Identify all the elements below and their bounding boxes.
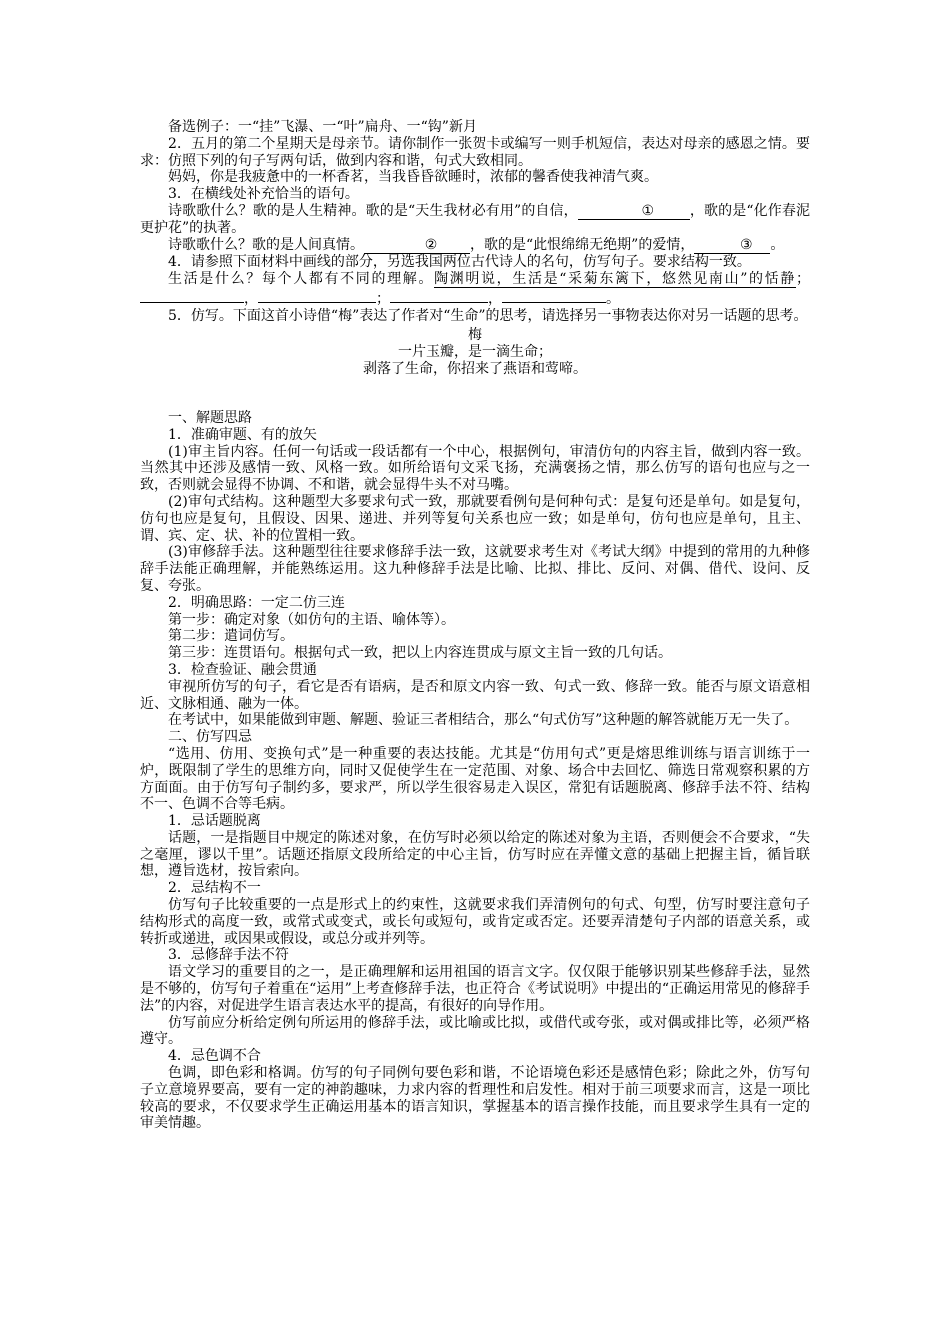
q2-prompt: 2．五月的第二个星期天是母亲节。请你制作一张贺卡或编写一则手机短信，表达对母亲的感恩之情。要求：仿照下列的句子写两句话，做到内容和谐，句式大致相同。 xyxy=(140,135,810,169)
q3-line2 xyxy=(140,237,810,254)
body-paragraph: 语文学习的重要目的之一，是正确理解和运用祖国的语言文字。仅仅限于能够识别某些修辞手法，显然是不够的，仿写句子着重在“运用”上考查修辞手法，也正符合《考试说明》中提出的“正确运用常见的修辞手法”的内容，对促进学生语言表达水平的提高，有很好的向导作用。 xyxy=(140,964,810,1014)
q3-line2-b: ，歌的是“此恨绵绵无绝期”的爱情， xyxy=(470,236,695,253)
body-paragraph: (1)审主旨内容。任何一句话或一段话都有一个中心，根据例句，审清仿句的内容主旨，做到内容一致。当然其中还涉及感情一致、风格一致。如所给语句文采飞扬，充满褒扬之情，那么仿写的语句也应与之一致，否则就会显得不协调、不和谐，就会显得牛头不对马嘴。 xyxy=(140,443,810,494)
q4-end: 。 xyxy=(606,291,620,308)
q3-blank-3[interactable]: ③ xyxy=(694,238,770,254)
q3-line2-a: 诗歌歌什么？歌的是人间真情。 xyxy=(168,236,364,253)
body-paragraph: 1．准确审题、有的放矢 xyxy=(168,426,317,443)
body-paragraph: “选用、仿用、变换句式”是一种重要的表达技能。尤其是“仿用句式”更是熔思维训练与语言训练于一炉，既限制了学生的思维方向，同时又促使学生在一定范围、对象、场合中去回忆、筛选日常观察积累的方方面面。由于仿写句子制约多，要求严，所以学生很容易走入误区，常犯有话题脱离、修辞手法不符、结构不一、色调不合等毛病。 xyxy=(140,745,810,813)
q4-semi: ； xyxy=(376,291,390,308)
body-paragraph: 第二步：遣词仿写。 xyxy=(168,628,294,645)
q4-blank-2[interactable] xyxy=(258,287,376,303)
q4-sep-1: ， xyxy=(244,291,258,308)
q4-material xyxy=(140,271,810,309)
body-paragraph: 二、仿写四忌 xyxy=(168,729,252,746)
body-paragraph: 一、解题思路 xyxy=(168,409,252,426)
q4-blank-1[interactable] xyxy=(140,287,244,303)
body-paragraph: 色调，即色彩和格调。仿写的句子同例句要色彩和谐，不论语境色彩还是感情色彩；除此之外，仿写句子立意境界要高，要有一定的神韵趣味，力求内容的哲理性和启发性。相对于前三项要求而言，这是一项比较高的要求，不仅要求学生正确运用基本的语言知识，掌握基本的语言操作技能，而且要求学生具有一定的审美情趣。 xyxy=(140,1065,810,1132)
q1-example: 备选例子：一“挂”飞瀑、一“叶”扁舟、一“钩”新月 xyxy=(168,119,477,135)
body-paragraph: 仿写前应分析给定例句所运用的修辞手法，或比喻或比拟，或借代或夸张，或对偶或排比等，必须严格遵守。 xyxy=(140,1014,810,1048)
q3-line1 xyxy=(140,203,810,237)
body-paragraph: 审视所仿写的句子，看它是否有语病，是否和原文内容一致、句式一致、修辞一致。能否与原文语意相近、文脉相通、融为一体。 xyxy=(140,678,810,712)
body-paragraph: 2．明确思路：一定二仿三连 xyxy=(168,594,345,611)
q3-blank-1[interactable]: ① xyxy=(578,204,690,220)
body-paragraph: 3．检查验证、融会贯通 xyxy=(168,661,317,678)
solution-body xyxy=(140,410,810,1132)
poem-line-2: 剥落了生命，你招来了燕语和莺啼。 xyxy=(363,360,587,377)
body-paragraph: 4．忌色调不合 xyxy=(168,1048,261,1065)
q2-example: 妈妈，你是我疲惫中的一杯香茗，当我昏昏欲睡时，浓郁的馨香使我神清气爽。 xyxy=(168,169,658,186)
poem-title: 梅 xyxy=(468,326,482,343)
body-paragraph: 第三步：连贯语句。根据句式一致，把以上内容连贯成与原文主旨一致的几句话。 xyxy=(168,645,672,662)
q4-material-underlined: 陶渊明说，生活是“采菊东篱下，悠然见南山”的恬静 xyxy=(434,270,796,287)
q4-sep-2: ， xyxy=(488,291,502,308)
document-page xyxy=(140,119,810,1132)
body-paragraph: 2．忌结构不一 xyxy=(168,880,261,897)
body-paragraph: 仿写句子比较重要的一点是形式上的约束性，这就要求我们弄清例句的句式、句型，仿写时要注意句子结构形式的高度一致，或常式或变式，或长句或短句，或肯定或否定。还要弄清楚句子内部的语意关系，或转折或递进，或因果或假设，或总分或并列等。 xyxy=(140,897,810,947)
q4-material-a: 生活是什么？每个人都有不同的理解。 xyxy=(168,270,435,287)
body-paragraph: 1．忌话题脱离 xyxy=(168,813,261,830)
q4-material-b: ； xyxy=(796,270,810,287)
q3-line1-a: 诗歌歌什么？歌的是人生精神。歌的是“天生我材必有用”的自信， xyxy=(168,202,578,219)
body-paragraph: (2)审句式结构。这种题型大多要求句式一致，那就要看例句是何种句式：是复句还是单句。如是复句，仿句也应是复句，且假设、因果、递进、并列等复句关系也应一致；如是单句，仿句也应是单句，且主、谓、宾、定、状、补的位置相一致。 xyxy=(140,493,810,544)
q4-blank-3[interactable] xyxy=(390,287,488,303)
q3-line1-b: ，歌的是“化作春泥更护花”的执著。 xyxy=(140,202,810,236)
body-paragraph: (3)审修辞手法。这种题型往往要求修辞手法一致，这就要求考生对《考试大纲》中提到的常用的九种修辞手法能正确理解，并能熟练运用。这九种修辞手法是比喻、比拟、排比、反问、对偶、借代、设问、反复、夸张。 xyxy=(140,544,810,594)
q3-blank-2[interactable]: ② xyxy=(364,238,470,254)
q3-prompt: 3．在横线处补充恰当的语句。 xyxy=(168,186,359,203)
q4-blank-4[interactable] xyxy=(502,287,606,303)
q3-line2-end: 。 xyxy=(770,236,785,253)
poem-line-1: 一片玉瓣，是一滴生命； xyxy=(398,343,552,360)
q4-prompt: 4．请参照下面材料中画线的部分，另选我国两位古代诗人的名句，仿写句子。要求结构一致。 xyxy=(168,253,751,270)
body-paragraph: 3．忌修辞手法不符 xyxy=(168,947,289,964)
body-paragraph: 话题，一是指题目中规定的陈述对象，在仿写时必须以给定的陈述对象为主语，否则便会不合要求，“失之毫厘，谬以千里”。话题还指原文段所给定的中心主旨，仿写时应在弄懂文意的基础上把握主旨，循旨联想，遵旨选材，按旨索向。 xyxy=(140,829,810,880)
body-paragraph: 第一步：确定对象（如仿句的主语、喻体等）。 xyxy=(168,611,455,628)
body-paragraph: 在考试中，如果能做到审题、解题、验证三者相结合，那么“句式仿写”这种题的解答就能万无一失了。 xyxy=(168,712,799,729)
q5-prompt: 5．仿写。下面这首小诗借“梅”表达了作者对“生命”的思考，请选择另一事物表达你对另一话题的思考。 xyxy=(168,308,808,325)
